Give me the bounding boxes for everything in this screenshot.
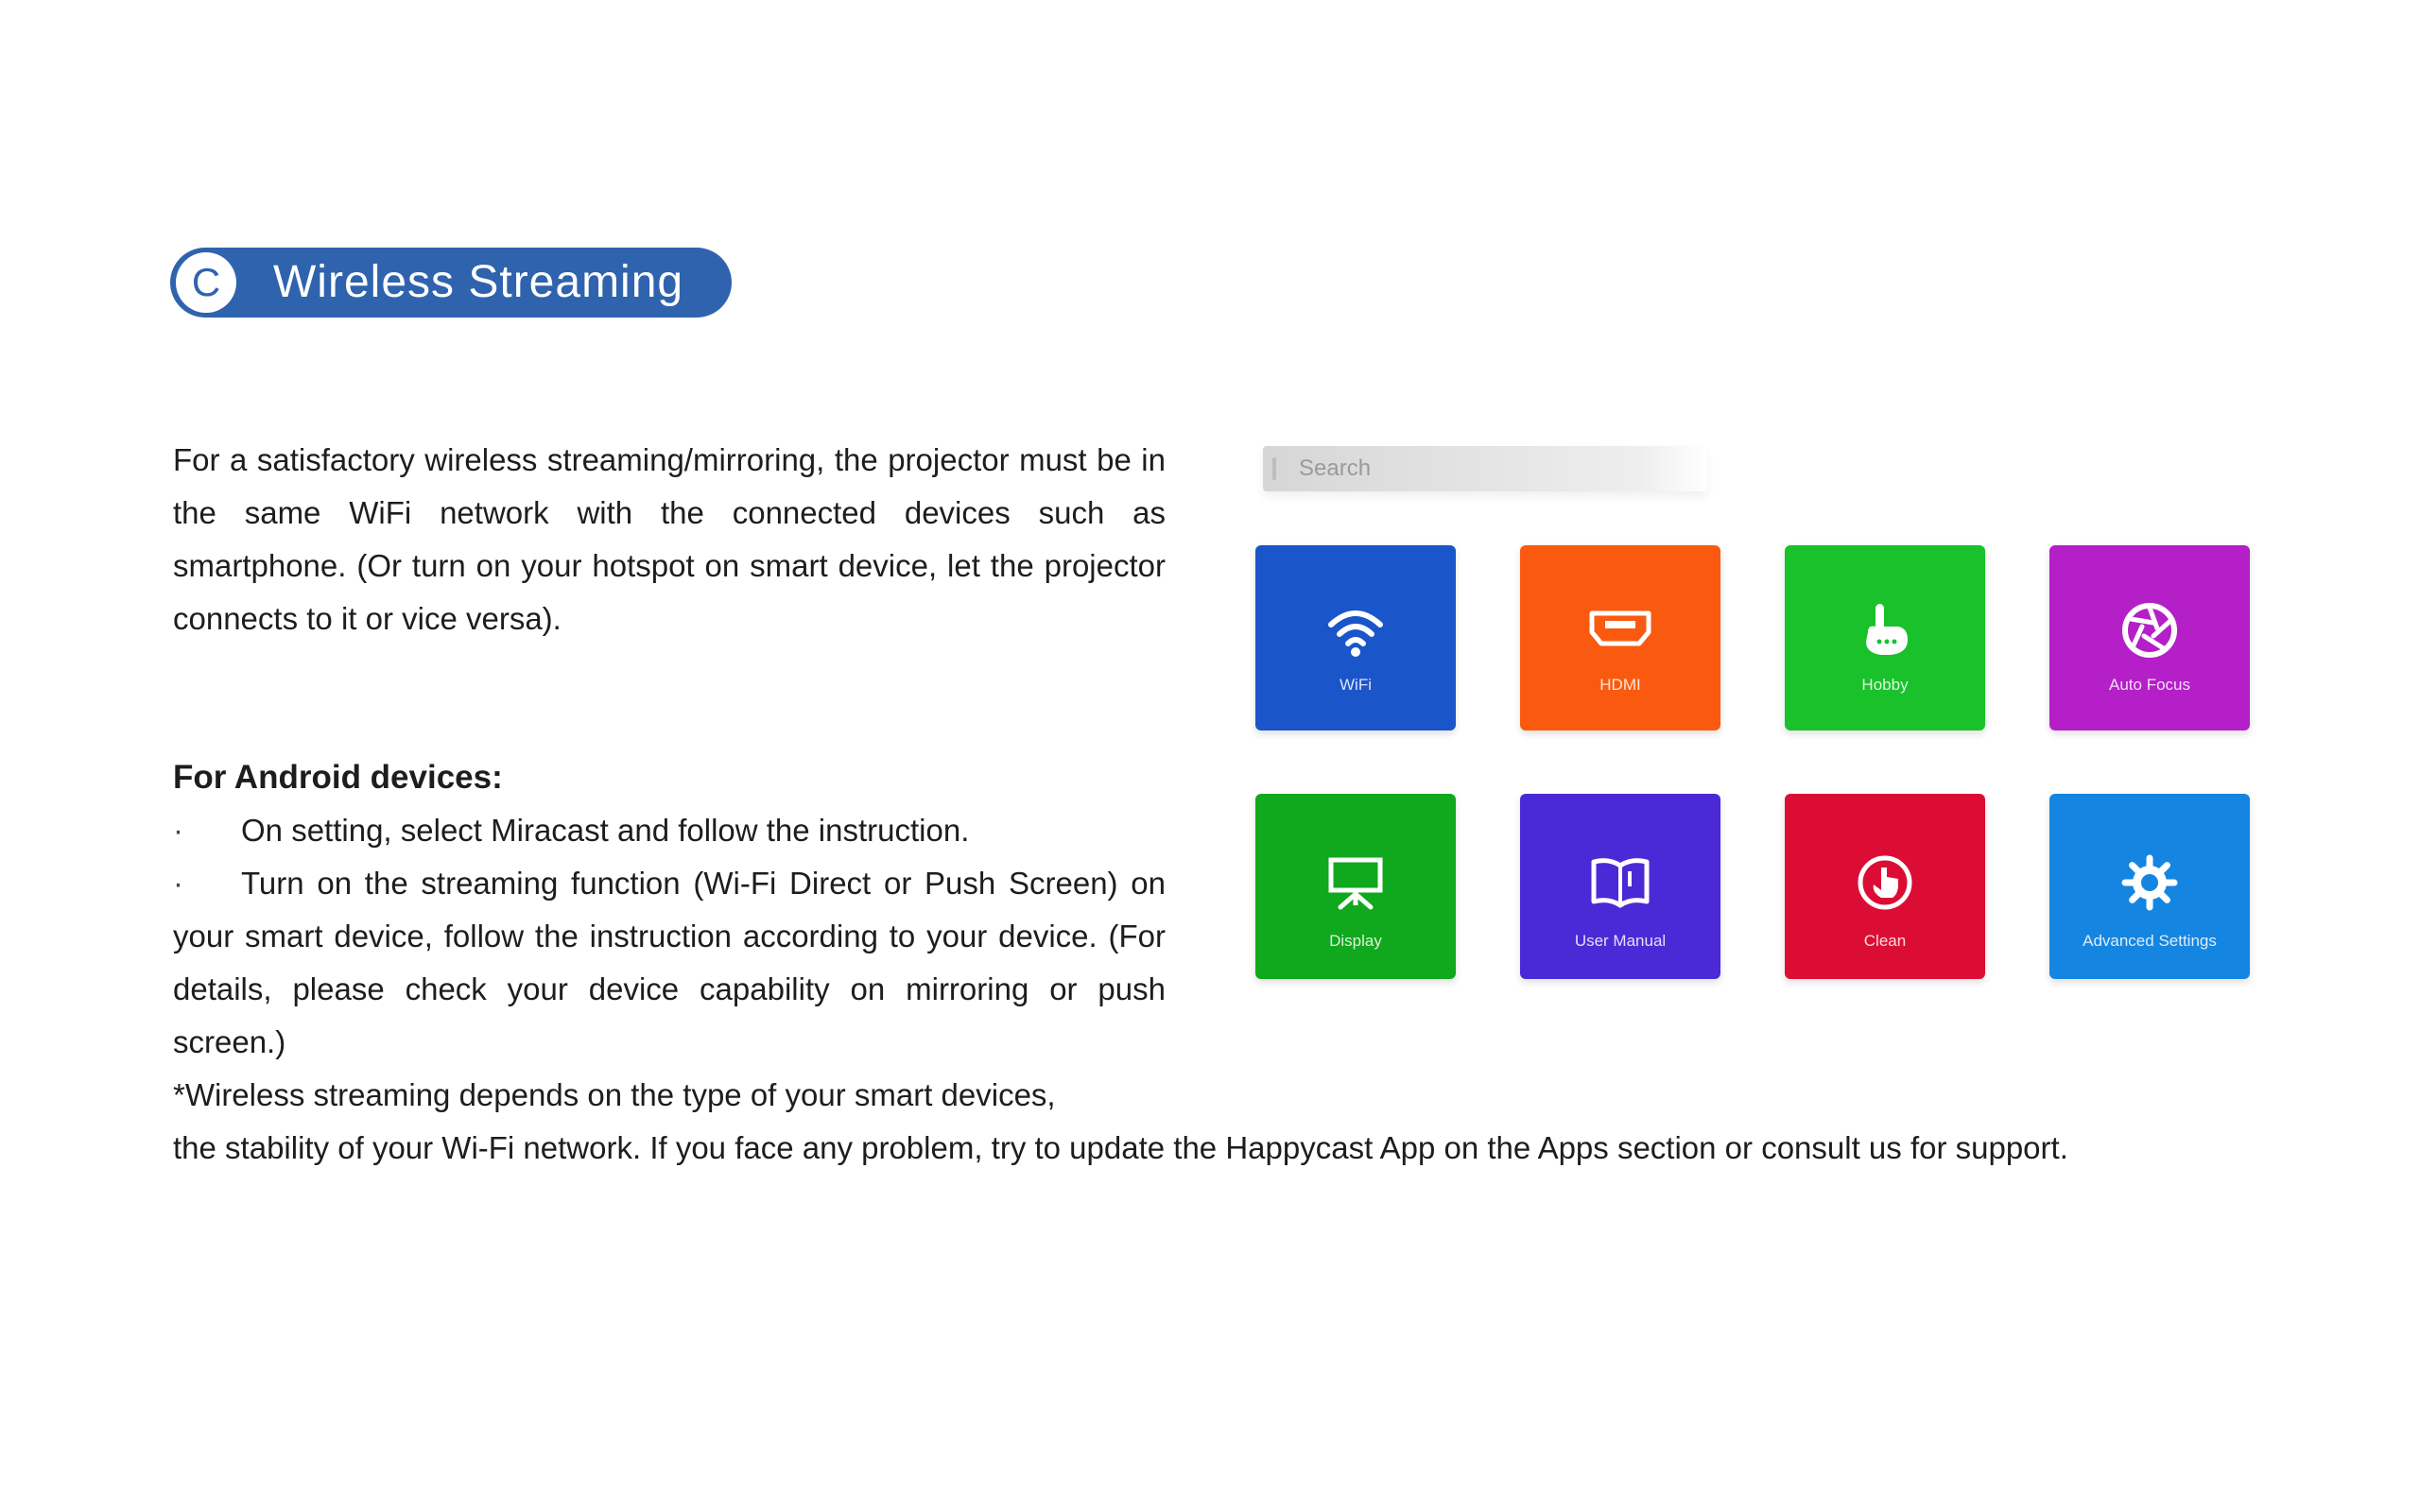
section-letter: C — [176, 252, 236, 313]
tile-user-manual[interactable] — [1520, 794, 1720, 979]
intro-paragraph: For a satisfactory wireless streaming/mirroring, the projector must be in the same WiFi network with the connected devices such as smartphone. (Or turn on your hotspot on smart device, let the projector connects to it or vice versa). — [173, 442, 1166, 636]
support-note-line-2: the stability of your Wi-Fi network. If you face any problem, try to update the Happycast App on the Apps section or consult us for support. — [173, 1130, 2068, 1165]
tile-label: Auto Focus — [2109, 676, 2190, 694]
launcher-tiles — [1255, 545, 2250, 975]
tile-hdmi[interactable] — [1520, 545, 1720, 730]
search-placeholder: Search — [1299, 455, 1372, 481]
book-icon — [1520, 852, 1720, 913]
section-badge — [170, 248, 732, 318]
bullet-dot: · — [173, 813, 183, 848]
android-section — [173, 751, 1166, 1069]
tile-label: Advanced Settings — [2083, 932, 2217, 950]
tile-clean[interactable] — [1785, 794, 1985, 979]
tile-label: WiFi — [1340, 676, 1372, 694]
aperture-icon — [2049, 600, 2250, 661]
tile-advanced-settings[interactable] — [2049, 794, 2250, 979]
support-note — [173, 1069, 2068, 1175]
hdmi-icon — [1520, 600, 1720, 661]
android-bullet-1 — [173, 804, 1166, 857]
support-note-line-1: *Wireless streaming depends on the type of your smart devices, — [173, 1077, 1056, 1112]
tile-auto-focus[interactable] — [2049, 545, 2250, 730]
bullet-text: Turn on the streaming function (Wi-Fi Direct or Push Screen) on your smart device, follow the instruction according to your device. (For details, please check your device capability on mirroring or push screen.) — [173, 866, 1166, 1059]
android-bullet-2 — [173, 857, 1166, 1069]
bullet-dot: · — [173, 866, 183, 901]
wifi-icon — [1255, 600, 1456, 661]
tile-hobby[interactable] — [1785, 545, 1985, 730]
tile-label: Clean — [1863, 932, 1907, 950]
tile-label: User Manual — [1574, 932, 1667, 950]
search-cursor-icon — [1272, 457, 1276, 480]
projector-screen-icon — [1255, 852, 1456, 913]
tile-label: HDMI — [1599, 676, 1641, 694]
hand-icon — [1785, 600, 1985, 661]
bullet-text: On setting, select Miracast and follow the instruction. — [241, 813, 970, 848]
android-heading: For Android devices: — [173, 759, 503, 796]
clean-icon — [1785, 852, 1985, 913]
tile-wifi[interactable] — [1255, 545, 1456, 730]
tile-display[interactable] — [1255, 794, 1456, 979]
section-title: Wireless Streaming — [273, 257, 684, 307]
tile-label: Hobby — [1861, 676, 1909, 694]
gear-icon — [2049, 852, 2250, 913]
tile-label: Display — [1329, 932, 1382, 950]
search-bar[interactable] — [1263, 446, 1707, 491]
